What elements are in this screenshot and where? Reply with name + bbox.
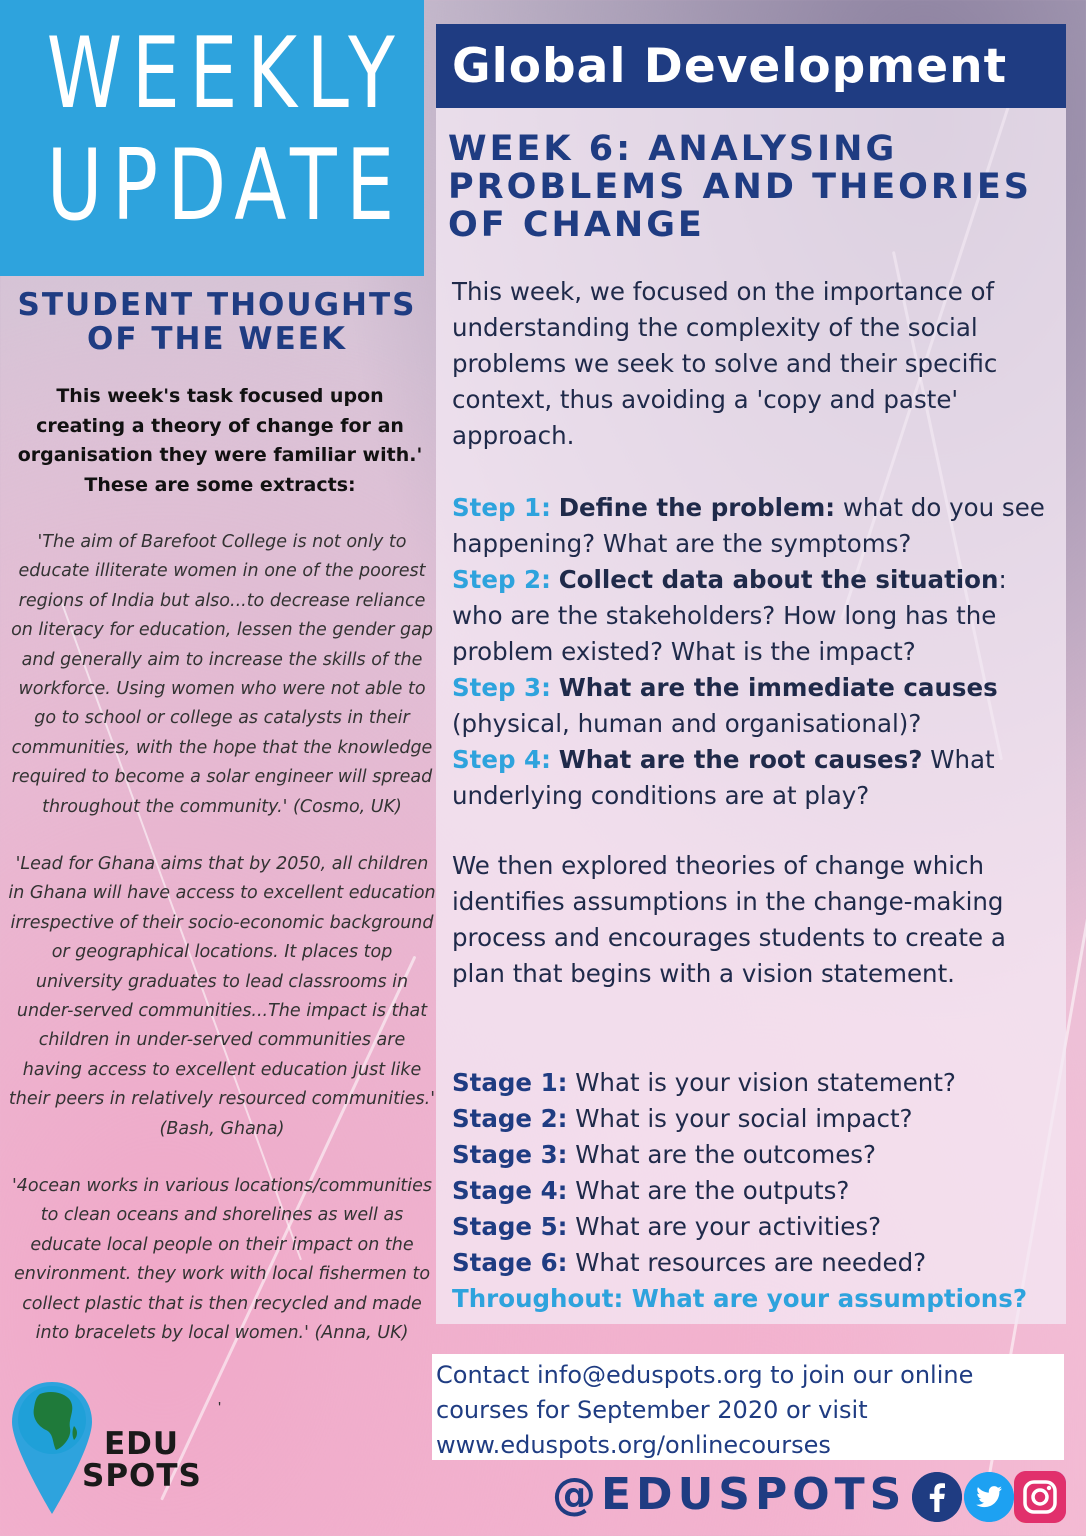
contact-text[interactable]: Contact info@eduspots.org to join our online courses for September 2020 or visit www.eduspots.org/onlinecourses — [436, 1361, 974, 1459]
facebook-icon[interactable] — [912, 1472, 962, 1522]
step-title: What are the immediate causes — [558, 673, 998, 702]
student-thoughts-heading: STUDENT THOUGHTS OF THE WEEK — [17, 287, 417, 357]
quote-text: The aim of Barefoot College is not only to educate illiterate women in one of the poorest regions of India but also...to decrease reliance on literacy for education, lessen the gender gap and generally aim to increase the skills of the workforce. Using women who were not able to go to school or college as catalysts in their communities, with the hope that the knowledge required to become a solar engineer will spread throughout the community.' (Cosmo, UK) — [11, 532, 433, 817]
step-title: Collect data about the situation — [558, 565, 999, 594]
stage-label: Stage 4: — [452, 1176, 568, 1205]
week-heading: WEEK 6: ANALYSING PROBLEMS AND THEORIES OF CHANGE — [448, 129, 1033, 245]
task-intro: This week's task focused upon creating a theory of change for an organisation they were familiar with.' These are some extracts: — [17, 385, 423, 496]
stage-item — [452, 1173, 1052, 1209]
stage-item — [452, 1065, 1052, 1101]
student-quote: '4ocean works in various locations/communities to clean oceans and shorelines as well as educate local people on their impact on the environment. they work with local fishermen to collect plastic that is then recycled and made into bracelets by local women.' (Anna, UK) — [11, 1176, 433, 1344]
stage-detail: What are the outputs? — [567, 1176, 850, 1205]
student-quote: 'Lead for Ghana aims that by 2050, all children in Ghana will have access to excellent education irrespective of their socio-economic background or geographical locations. It places top university graduates to lead classrooms in under-served communities...The impact is that children in under-served communities are having access to excellent education just like their peers in relatively resourced communities.' (Bash, Ghana) — [8, 854, 436, 1139]
stage-detail: What is your social impact? — [567, 1104, 913, 1133]
week-intro: This week, we focused on the importance of understanding the complexity of the social problems we seek to solve and their specific context, thus avoiding a 'copy and paste' approach. — [452, 277, 998, 450]
stage-detail: What resources are needed? — [567, 1248, 927, 1277]
stage-detail: What are your activities? — [567, 1212, 882, 1241]
stage-item — [452, 1137, 1052, 1173]
step-detail: what do you see happening? What are the symptoms? — [452, 493, 1045, 558]
theory-of-change-paragraph: We then explored theories of change which identifies assumptions in the change-making process and encourages students to create a plan that begins with a vision statement. — [452, 851, 1006, 988]
logo-line-spots: SPOTS — [82, 1458, 202, 1494]
stage-item — [452, 1101, 1052, 1137]
step-item — [452, 670, 1052, 742]
twitter-icon[interactable] — [964, 1472, 1014, 1522]
step-label: Step 1: — [452, 493, 551, 522]
step-label: Step 3: — [452, 673, 551, 702]
stage-label: Stage 6: — [452, 1248, 568, 1277]
quote-open-mark: ' — [37, 532, 43, 552]
steps-list — [452, 490, 1052, 814]
stage-detail: What are the outcomes? — [567, 1140, 877, 1169]
student-quote — [8, 528, 436, 822]
stage-item — [452, 1245, 1052, 1281]
step-detail: (physical, human and organisational)? — [452, 709, 922, 738]
logo-line-edu: EDU — [104, 1426, 180, 1462]
weekly-update-title: WEEKLY UPDATE — [46, 17, 405, 243]
step-title: Define the problem: — [558, 493, 836, 522]
throughout-assumptions: Throughout: What are your assumptions? — [452, 1284, 1028, 1313]
step-label: Step 4: — [452, 745, 551, 774]
stages-list — [452, 1065, 1052, 1317]
step-title: What are the root causes? — [558, 745, 923, 774]
stage-label: Stage 2: — [452, 1104, 568, 1133]
eduspots-logo-text — [82, 1428, 202, 1492]
stage-label: Stage 5: — [452, 1212, 568, 1241]
step-label: Step 2: — [452, 565, 551, 594]
step-detail: What underlying conditions are at play? — [452, 745, 995, 810]
instagram-icon[interactable] — [1014, 1471, 1066, 1523]
course-title: Global Development — [452, 39, 1008, 94]
step-item — [452, 742, 1052, 814]
stage-detail: What is your vision statement? — [567, 1068, 956, 1097]
stage-item — [452, 1209, 1052, 1245]
step-item — [452, 490, 1052, 562]
stray-quote-mark: ' — [218, 1400, 222, 1417]
step-detail: : who are the stakeholders? How long has the problem existed? What is the impact? — [452, 565, 1007, 666]
stage-label: Stage 1: — [452, 1068, 568, 1097]
social-handle[interactable]: @EDUSPOTS — [552, 1469, 907, 1520]
step-item — [452, 562, 1052, 670]
stage-label: Stage 3: — [452, 1140, 568, 1169]
